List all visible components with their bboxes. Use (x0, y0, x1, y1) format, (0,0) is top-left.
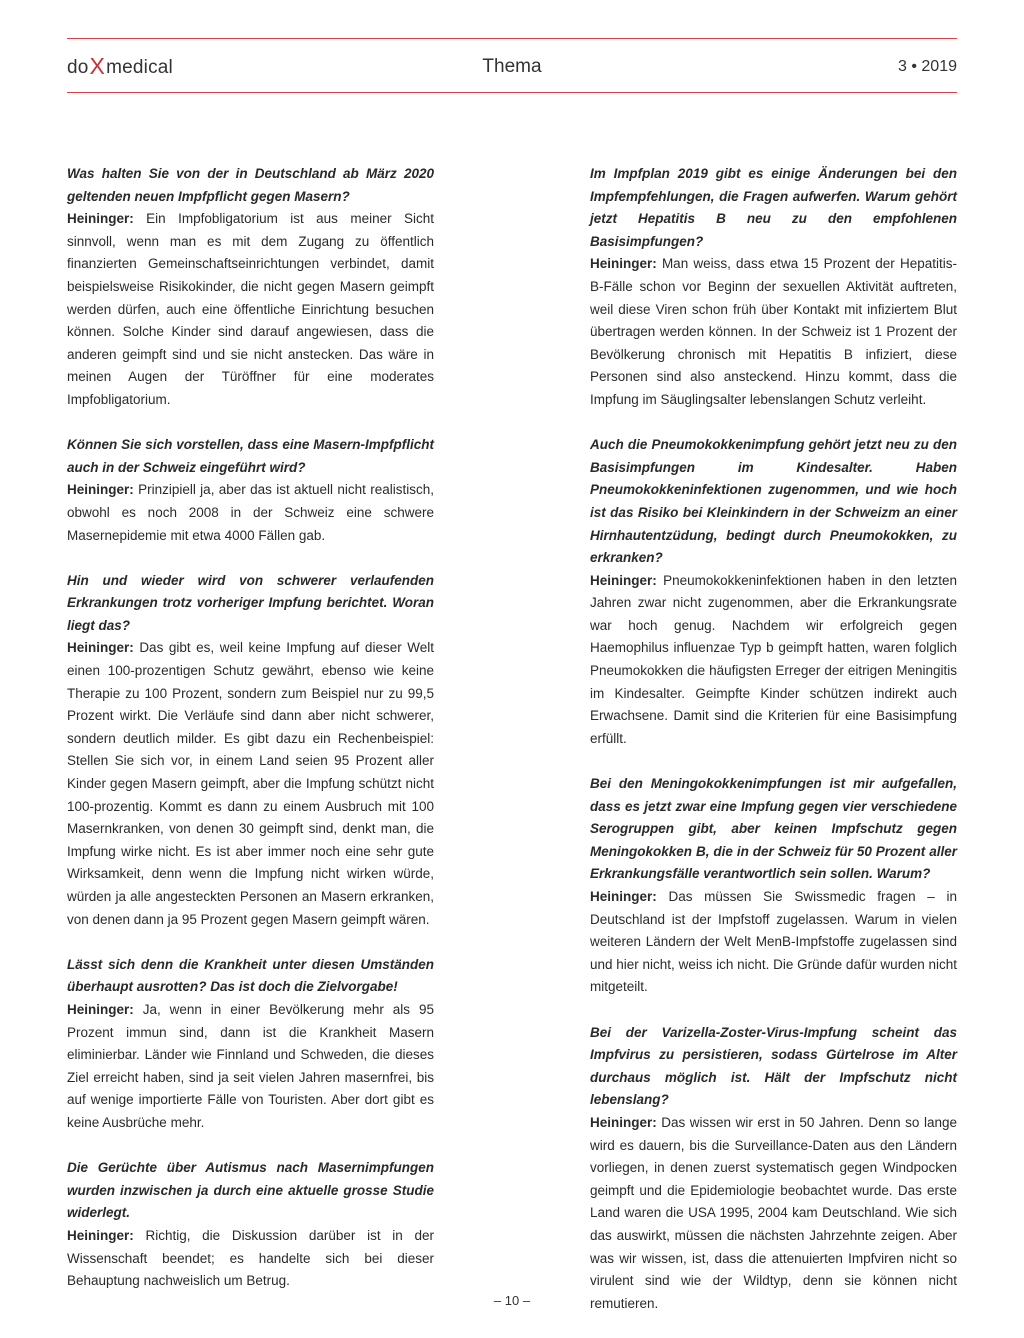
issue-number: 3 • 2019 (898, 58, 957, 75)
speaker-label: Heininger: (67, 640, 134, 656)
interview-answer: Das wissen wir erst in 50 Jahren. Denn so lange wird es dauern, bis die Surveillance-Daten aus den Ländern vorliegen, in denen zuerst systematisch gegen Windpocken geimpft und die Epidemiologie beobachtet wurde. Das erste Land waren die USA 1995, 2004 kam Deutschland. Wie sich das auswirkt, müssen die nächsten Jahrzehnte zeigen. Aber was wir wissen, ist, dass die attenuierten Impfviren nicht so virulent sind wie der Wildtyp, denn sie können nicht remutieren. (590, 1114, 957, 1311)
header-bottom-rule (67, 92, 957, 93)
qa-block (67, 434, 434, 547)
logo-x-mark: X (89, 53, 106, 79)
interview-question: Hin und wieder wird von schwerer verlaufenden Erkrankungen trotz vorheriger Impfung berichtet. Woran liegt das? (67, 572, 434, 633)
speaker-label: Heininger: (67, 1001, 134, 1017)
interview-question: Was halten Sie von der in Deutschland ab März 2020 geltenden neuen Impfpflicht gegen Masern? (67, 166, 434, 204)
speaker-label: Heininger: (590, 889, 657, 904)
logo-text-post: medical (106, 57, 173, 78)
interview-question: Die Gerüchte über Autismus nach Masernimpfungen wurden inzwischen ja durch eine aktuelle grosse Studie widerlegt. (67, 1160, 434, 1221)
logo-text-pre: do (67, 57, 89, 78)
speaker-label: Heininger: (67, 211, 134, 227)
interview-question: Bei der Varizella-Zoster-Virus-Impfung scheint das Impfvirus zu persistieren, sodass Gürtelrose im Alter durchaus möglich ist. Hält der Impfschutz nicht lebenslang? (590, 1024, 957, 1108)
interview-answer: Pneumokokkeninfektionen haben in den letzten Jahren zwar nicht zugenommen, aber die Erkrankungsrate war hoch genug. Nachdem wir erfolgreich gegen Haemophilus influenzae Typ b geimpft hatten, waren folglich Pneumokokken die häufigsten Erreger der eitrigen Meningitis im Kindesalter. Geimpfte Kinder schützen indirekt auch Erwachsene. Damit sind die Kriterien für eine Basisimpfung erfüllt. (590, 572, 957, 746)
interview-question: Können Sie sich vorstellen, dass eine Masern-Impfpflicht auch in der Schweiz eingeführt wird? (67, 437, 434, 475)
qa-block (590, 1022, 957, 1316)
speaker-label: Heininger: (590, 1114, 657, 1130)
right-column (590, 163, 957, 1338)
interview-answer: Ja, wenn in einer Bevölkerung mehr als 95 Prozent immun sind, dann ist die Krankheit Masern eliminierbar. Länder wie Finnland und Schweden, die dieses Ziel erreicht haben, sind ja seit vielen Jahren masernfrei, bis auf wenige importierte Fälle von Touristen. Aber dort gibt es keine Ausbrüche mehr. (67, 1001, 434, 1130)
interview-answer: Ein Impfobligatorium ist aus meiner Sicht sinnvoll, wenn man es mit dem Zugang zu öffentlich finanzierten Gemeinschaftseinrichtungen verbindet, damit beispielsweise Risikokinder, die nicht gegen Masern geimpft werden dürfen, auch eine öffentliche Einrichtung besuchen können. Solche Kinder sind darauf angewiesen, dass die anderen geimpft sind und sie nicht anstecken. Das wäre in meinen Augen der Türöffner für eine moderates Impfobligatorium. (67, 211, 434, 407)
interview-answer: Prinzipiell ja, aber das ist aktuell nicht realistisch, obwohl es noch 2008 in der Schweiz eine schwere Masernepidemie mit etwa 4000 Fällen gab. (67, 482, 434, 543)
interview-question: Auch die Pneumokokkenimpfung gehört jetzt neu zu den Basisimpfungen im Kindesalter. Haben Pneumokokkeninfektionen zugenommen, und wie hoch ist das Risiko bei Kleinkindern in der Schweizm an einer Hirnhautentzüdung, bedingt durch Pneumokokken, zu erkranken? (590, 437, 957, 566)
speaker-label: Heininger: (590, 256, 657, 272)
qa-block (67, 954, 434, 1135)
interview-question: Lässt sich denn die Krankheit unter diesen Umständen überhaupt ausrotten? Das ist doch die Zielvorgabe! (67, 956, 434, 995)
interview-question: Im Impfplan 2019 gibt es einige Änderungen bei den Impfempfehlungen, die Fragen aufwerfen. Warum gehört jetzt Hepatitis B neu zu den empfohlenen Basisimpfungen? (590, 166, 957, 249)
interview-answer: Das müssen Sie Swissmedic fragen – in Deutschland ist der Impfstoff zugelassen. Warum in vielen weiteren Ländern der Welt MenB-Impfstoffe zugelassen sind und hier nicht, weiss ich nicht. Die Gründe dafür wurden nicht mitgeteilt. (590, 889, 957, 995)
qa-block (590, 434, 957, 750)
qa-block (67, 1157, 434, 1293)
qa-block (67, 163, 434, 412)
qa-block (67, 570, 434, 932)
qa-block (590, 163, 957, 412)
speaker-label: Heininger: (67, 482, 134, 498)
section-title: Thema (482, 56, 542, 77)
interview-question: Bei den Meningokokkenimpfungen ist mir aufgefallen, dass es jetzt zwar eine Impfung gegen vier verschiedene Serogruppen gibt, aber keinen Impfschutz gegen Meningokokken B, die in der Schweiz für 50 Prozent aller Erkrankungsfälle verantwortlich sein sollen. Warum? (590, 776, 957, 882)
speaker-label: Heininger: (590, 572, 657, 588)
interview-answer: Man weiss, dass etwa 15 Prozent der Hepatitis-B-Fälle schon vor Beginn der sexuellen Aktivität auftreten, weil diese Viren schon früh über Kontakt mit infiziertem Blut übertragen werden können. In der Schweiz ist 1 Prozent der Bevölkerung chronisch mit Hepatitis B infiziert, diese Personen sind also ansteckend. Hinzu kommt, dass die Impfung im Säuglingsalter lebenslangen Schutz verleiht. (590, 256, 957, 407)
header-top-rule (67, 38, 957, 39)
interview-answer: Richtig, die Diskussion darüber ist in der Wissenschaft beendet; es handelte sich bei dieser Behauptung nachweislich um Betrug. (67, 1227, 434, 1289)
qa-block (590, 773, 957, 999)
interview-answer: Das gibt es, weil keine Impfung auf dieser Welt einen 100-prozentigen Schutz gewährt, ebenso wie keine Therapie zu 100 Prozent, sondern zum Beispiel nur zu 99,5 Prozent wirkt. Die Verläufe sind dann aber nicht schwerer, sondern deutlich milder. Es gibt dazu ein Rechenbeispiel: Stellen Sie sich vor, in einem Land seien 95 Prozent aller Kinder gegen Masern geimpft, aber die Impfung schützt nicht 100-prozentig. Kommt es dann zu einem Ausbruch mit 100 Masernkranken, von denen 30 geimpft sind, denkt man, die Impfung wirke nicht. Es ist aber immer noch eine sehr gute Wirksamkeit, denn wenn die Impfung nicht wirken würde, würden ja alle angesteckten Personen an Masern erkranken, von denen dann ja 95 Prozent gegen Masern geimpft wären. (67, 640, 434, 927)
page-number: – 10 – (493, 1293, 531, 1308)
speaker-label: Heininger: (67, 1227, 134, 1243)
left-column (67, 163, 434, 1315)
